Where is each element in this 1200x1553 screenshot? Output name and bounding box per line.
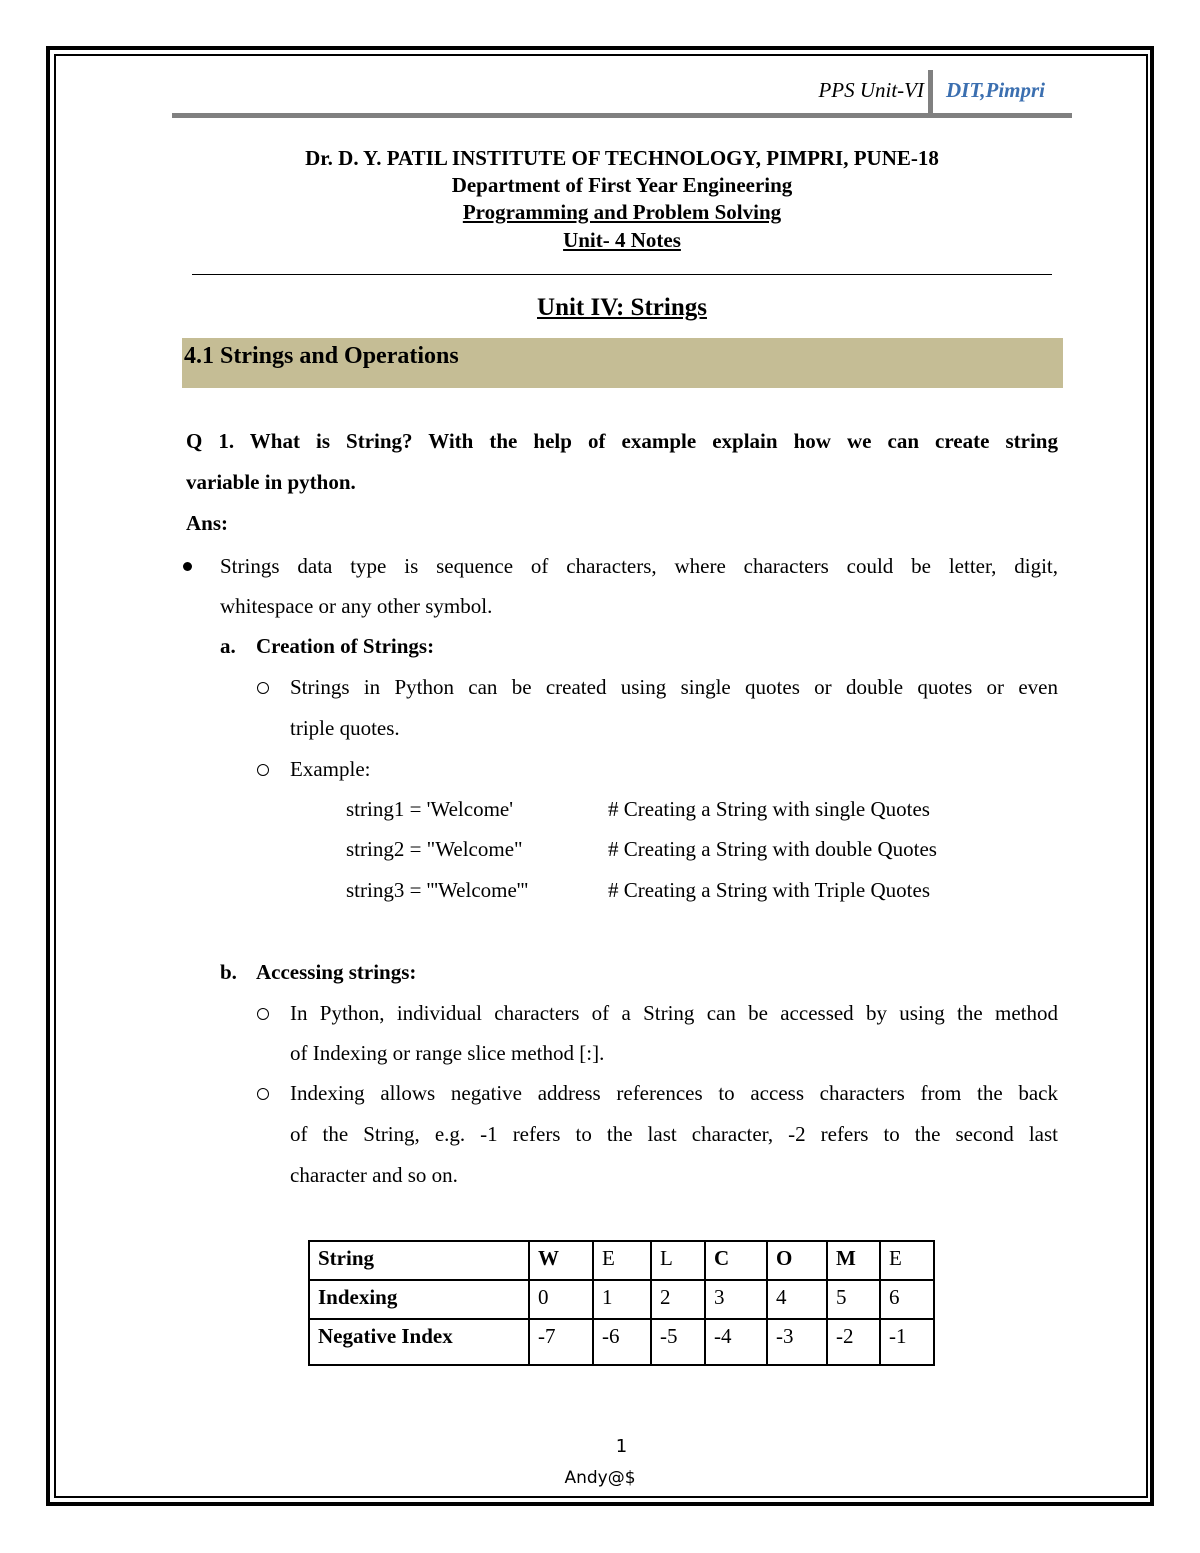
circle-bullet-icon bbox=[257, 1008, 269, 1020]
table-cell: W bbox=[529, 1241, 593, 1280]
unit-heading: Unit IV: Strings bbox=[537, 294, 707, 321]
header-college: DIT,Pimpri bbox=[946, 78, 1045, 102]
circle-bullet-icon bbox=[257, 1088, 269, 1100]
table-cell: -5 bbox=[651, 1319, 705, 1365]
bullet-line2: whitespace or any other symbol. bbox=[220, 594, 493, 618]
answer-label: Ans: bbox=[186, 511, 229, 535]
table-cell: 6 bbox=[880, 1280, 934, 1319]
example-comment-2: # Creating a String with double Quotes bbox=[608, 837, 937, 861]
table-cell: 2 bbox=[651, 1280, 705, 1319]
table-row bbox=[309, 1241, 934, 1280]
department-name: Department of First Year Engineering bbox=[451, 173, 793, 197]
subject-title: Programming and Problem Solving bbox=[462, 200, 782, 224]
table-cell: 1 bbox=[593, 1280, 651, 1319]
institute-name: Dr. D. Y. PATIL INSTITUTE OF TECHNOLOGY, PIMPRI, PUNE-18 bbox=[305, 146, 939, 170]
table-cell: -3 bbox=[767, 1319, 827, 1365]
unit-heading-wrap bbox=[172, 294, 1072, 322]
sub-b-item2-line2: of the String, e.g. -1 refers to the last character, -2 refers to the second last bbox=[290, 1122, 1058, 1146]
table-cell: 4 bbox=[767, 1280, 827, 1319]
table-cell: 0 bbox=[529, 1280, 593, 1319]
header-rule bbox=[172, 113, 1072, 118]
header-unit: PPS Unit-VI bbox=[818, 78, 924, 102]
unit-notes: Unit- 4 Notes bbox=[563, 228, 681, 252]
table-cell: E bbox=[593, 1241, 651, 1280]
page-number: 1 bbox=[615, 1436, 628, 1457]
table-cell: 3 bbox=[705, 1280, 767, 1319]
sub-b-item2-line1: Indexing allows negative address references to access characters from the back bbox=[290, 1081, 1058, 1105]
table-row bbox=[309, 1280, 934, 1319]
circle-bullet-icon bbox=[257, 682, 269, 694]
sub-a-label: a. bbox=[220, 634, 236, 658]
table-cell: -1 bbox=[880, 1319, 934, 1365]
example-comment-1: # Creating a String with single Quotes bbox=[608, 797, 930, 821]
table-cell: -7 bbox=[529, 1319, 593, 1365]
table-cell: C bbox=[705, 1241, 767, 1280]
table-cell: M bbox=[827, 1241, 880, 1280]
question-line2: variable in python. bbox=[186, 470, 356, 494]
header-separator bbox=[928, 70, 933, 114]
sub-b-item1-line2: of Indexing or range slice method [:]. bbox=[290, 1041, 605, 1065]
circle-bullet-icon bbox=[257, 764, 269, 776]
table-cell: 5 bbox=[827, 1280, 880, 1319]
unit-notes-wrap bbox=[172, 228, 1072, 253]
table-cell: -2 bbox=[827, 1319, 880, 1365]
sub-a-title: Creation of Strings: bbox=[256, 634, 435, 658]
example-code-1: string1 = 'Welcome' bbox=[346, 797, 514, 821]
table-cell: -6 bbox=[593, 1319, 651, 1365]
table-cell: -4 bbox=[705, 1319, 767, 1365]
example-comment-3: # Creating a String with Triple Quotes bbox=[608, 878, 930, 902]
table-row-label: Indexing bbox=[309, 1280, 529, 1319]
sub-b-title: Accessing strings: bbox=[256, 960, 417, 984]
sub-a-item1-line2: triple quotes. bbox=[290, 716, 400, 740]
example-code-3: string3 = '''Welcome''' bbox=[346, 878, 529, 902]
example-code-2: string2 = "Welcome" bbox=[346, 837, 523, 861]
sub-b-item1-line1: In Python, individual characters of a String can be accessed by using the method bbox=[290, 1001, 1058, 1025]
table-row bbox=[309, 1319, 934, 1365]
index-table bbox=[308, 1240, 935, 1366]
table-row-label: Negative Index bbox=[309, 1319, 529, 1365]
sub-b-item2-line3: character and so on. bbox=[290, 1163, 458, 1187]
sub-a-item1-line1: Strings in Python can be created using single quotes or double quotes or even bbox=[290, 675, 1058, 699]
subject-title-wrap bbox=[172, 200, 1072, 225]
sub-b-label: b. bbox=[220, 960, 237, 984]
sub-a-item2: Example: bbox=[290, 757, 371, 781]
section-title: 4.1 Strings and Operations bbox=[184, 343, 459, 369]
bullet-line1: Strings data type is sequence of characters, where characters could be letter, digit, bbox=[220, 554, 1058, 578]
table-cell: O bbox=[767, 1241, 827, 1280]
title-divider bbox=[192, 274, 1052, 275]
footer-author: Andy@$ bbox=[564, 1468, 636, 1488]
table-cell: E bbox=[880, 1241, 934, 1280]
table-row-label: String bbox=[309, 1241, 529, 1280]
question-line1: Q 1. What is String? With the help of example explain how we can create string bbox=[186, 429, 1058, 453]
table-cell: L bbox=[651, 1241, 705, 1280]
bullet-icon bbox=[183, 562, 192, 571]
